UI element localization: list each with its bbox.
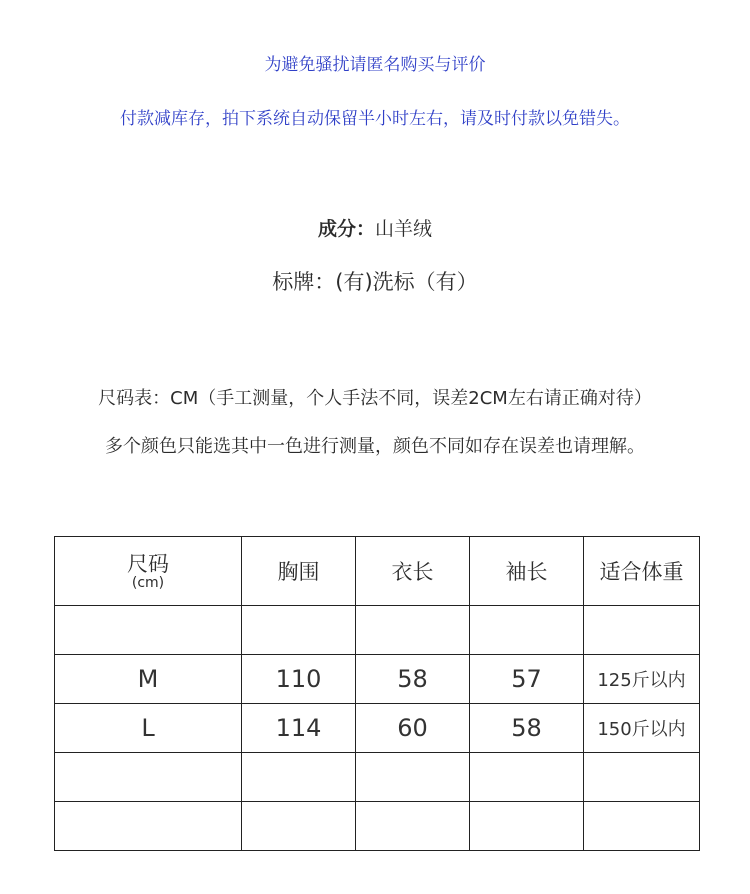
cell-sleeve: 57 xyxy=(470,655,584,704)
cell-size xyxy=(55,753,242,802)
composition-value: 山羊绒 xyxy=(375,218,433,240)
table-row xyxy=(55,802,700,851)
cell-chest xyxy=(242,753,356,802)
composition-label: 成分： xyxy=(317,218,375,240)
notice-payment: 付款减库存，拍下系统自动保留半小时左右，请及时付款以免错失。 xyxy=(120,109,630,129)
table-row xyxy=(55,655,700,704)
cell-sleeve xyxy=(470,606,584,655)
table-header-row xyxy=(55,537,700,606)
header-size-label: 尺码 xyxy=(127,552,169,576)
header-sleeve: 袖长 xyxy=(470,537,584,606)
size-chart-header: 尺码表：CM（手工测量，个人手法不同，误差2CM左右请正确对待） xyxy=(98,388,652,409)
cell-sleeve xyxy=(470,753,584,802)
cell-size: M xyxy=(55,655,242,704)
cell-chest: 114 xyxy=(242,704,356,753)
header-size xyxy=(55,537,242,606)
cell-weight: 150斤以内 xyxy=(584,704,700,753)
cell-length: 58 xyxy=(356,655,470,704)
cell-weight xyxy=(584,753,700,802)
cell-length xyxy=(356,606,470,655)
cell-size: L xyxy=(55,704,242,753)
cell-sleeve xyxy=(470,802,584,851)
cell-chest xyxy=(242,606,356,655)
tag-line: 标牌：(有)洗标（有） xyxy=(272,270,478,294)
cell-length xyxy=(356,753,470,802)
header-length: 衣长 xyxy=(356,537,470,606)
cell-length: 60 xyxy=(356,704,470,753)
header-chest: 胸围 xyxy=(242,537,356,606)
table-row xyxy=(55,753,700,802)
cell-chest: 110 xyxy=(242,655,356,704)
cell-weight: 125斤以内 xyxy=(584,655,700,704)
table-row xyxy=(55,704,700,753)
notice-anonymous: 为避免骚扰请匿名购买与评价 xyxy=(264,55,486,75)
size-table xyxy=(54,536,700,851)
size-chart-note: 多个颜色只能选其中一色进行测量，颜色不同如存在误差也请理解。 xyxy=(105,436,645,457)
cell-chest xyxy=(242,802,356,851)
header-size-unit: (cm) xyxy=(131,575,165,591)
cell-weight xyxy=(584,606,700,655)
table-row xyxy=(55,606,700,655)
cell-size xyxy=(55,606,242,655)
header-weight: 适合体重 xyxy=(584,537,700,606)
cell-length xyxy=(356,802,470,851)
cell-weight xyxy=(584,802,700,851)
cell-sleeve: 58 xyxy=(470,704,584,753)
cell-size xyxy=(55,802,242,851)
composition-line xyxy=(0,214,750,241)
